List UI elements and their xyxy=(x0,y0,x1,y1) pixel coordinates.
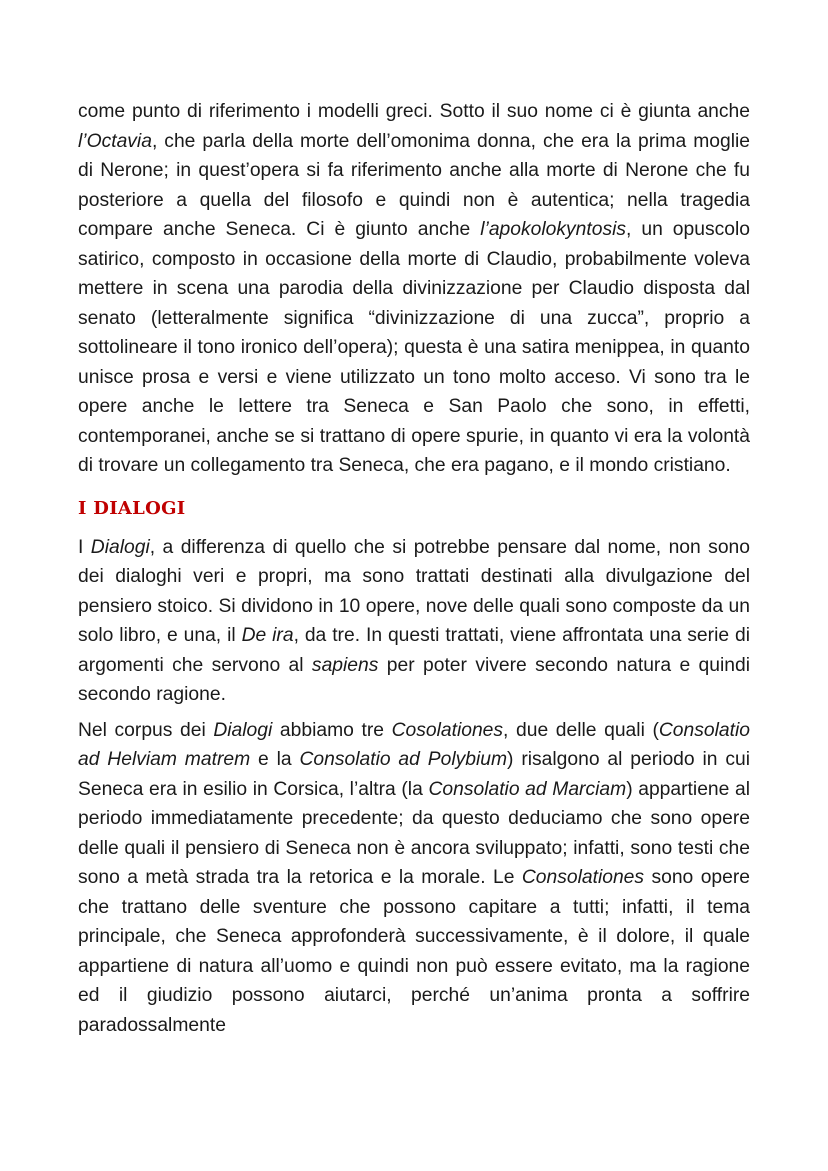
text-span: Nel corpus dei xyxy=(78,719,214,741)
text-span: ) risalgono al periodo in cui Seneca era in esilio in Corsica, l’altra (la xyxy=(78,749,750,800)
work-title-cosolationes: Cosolationes xyxy=(391,719,504,741)
text-span: e la xyxy=(250,749,300,770)
paragraph-consolationes xyxy=(78,716,750,1041)
paragraph-octavia-apokolokyntosis xyxy=(78,97,750,481)
work-title-apokolokyntosis: l’apokolokyntosis xyxy=(480,219,627,240)
work-title-dialogi: Dialogi xyxy=(213,719,273,741)
work-title-dialogi: Dialogi xyxy=(90,536,150,558)
work-title-consolatio-marciam: Consolatio ad Marciam xyxy=(428,778,627,800)
text-span: come punto di riferimento i modelli greci. Sotto il suo nome ci è giunta anche xyxy=(78,101,750,122)
text-span: , un opuscolo satirico, composto in occasione della morte di Claudio, probabilmente voleva mettere in scena una parodia della divinizzazione per Claudio disposta dal senato (letteralmente significa “divinizzazione di una zucca”, proprio a sottolineare il tono ironico dell’opera); questa è una satira menippea, in quanto unisce prosa e versi e viene utilizzato un tono molto acceso. Vi sono tra le opere anche le lettere tra Seneca e San Paolo che sono, in effetti, contemporanei, anche se si trattano di opere spurie, in quanto vi era la volontà di trovare un collegamento tra Seneca, che era pagano, e il mondo cristiano. xyxy=(78,219,750,476)
text-span: per poter vivere secondo natura e quindi secondo ragione. xyxy=(78,654,750,705)
document-page xyxy=(78,97,750,1046)
text-span: , a differenza di quello che si potrebbe pensare dal nome, non sono dei dialoghi veri e propri, ma sono trattati destinati alla divulgazione del pensiero stoico. Si dividono in 10 opere, nove delle quali sono composte da un solo libro, e una, il xyxy=(78,536,750,646)
work-title-consolationes: Consolationes xyxy=(521,867,645,888)
work-title-octavia: l’Octavia xyxy=(78,130,152,152)
text-span: ) appartiene al periodo immediatamente precedente; da questo deduciamo che sono opere delle quali il pensiero di Seneca non è ancora sviluppato; infatti, sono testi che sono a metà strada tra la retorica e la morale. Le xyxy=(78,778,750,888)
term-sapiens: sapiens xyxy=(311,654,379,676)
text-span: , da tre. In questi trattati, viene affrontata una serie di argomenti che servono al xyxy=(78,625,751,676)
work-title-de-ira: De ira xyxy=(241,625,294,646)
text-span: , che parla della morte dell’omonima donna, che era la prima moglie di Nerone; in quest’opera si fa riferimento anche alla morte di Nerone che fu posteriore a quella del filosofo e quindi non è autentica; nella tragedia compare anche Seneca. Ci è giunto anche xyxy=(78,130,750,240)
text-span: sono opere che trattano delle sventure che possono capitare a tutti; infatti, il tema principale, che Seneca approfonderà successivamente, è il dolore, il quale appartiene di natura all’uomo e quindi non può essere evitato, ma la ragione ed il giudizio possono aiutarci, perché un’anima pronta a soffrire paradossalmente xyxy=(78,867,751,1036)
text-span: , due delle quali ( xyxy=(503,719,659,741)
work-title-consolatio-polybium: Consolatio ad Polybium xyxy=(299,749,508,770)
text-span: I xyxy=(78,536,91,558)
work-title-consolatio-helviam: Consolatio ad Helviam matrem xyxy=(78,719,750,770)
section-heading-dialogi: I DIALOGI xyxy=(78,497,186,519)
text-span: abbiamo tre xyxy=(272,719,392,741)
paragraph-dialogi-intro xyxy=(78,533,750,710)
